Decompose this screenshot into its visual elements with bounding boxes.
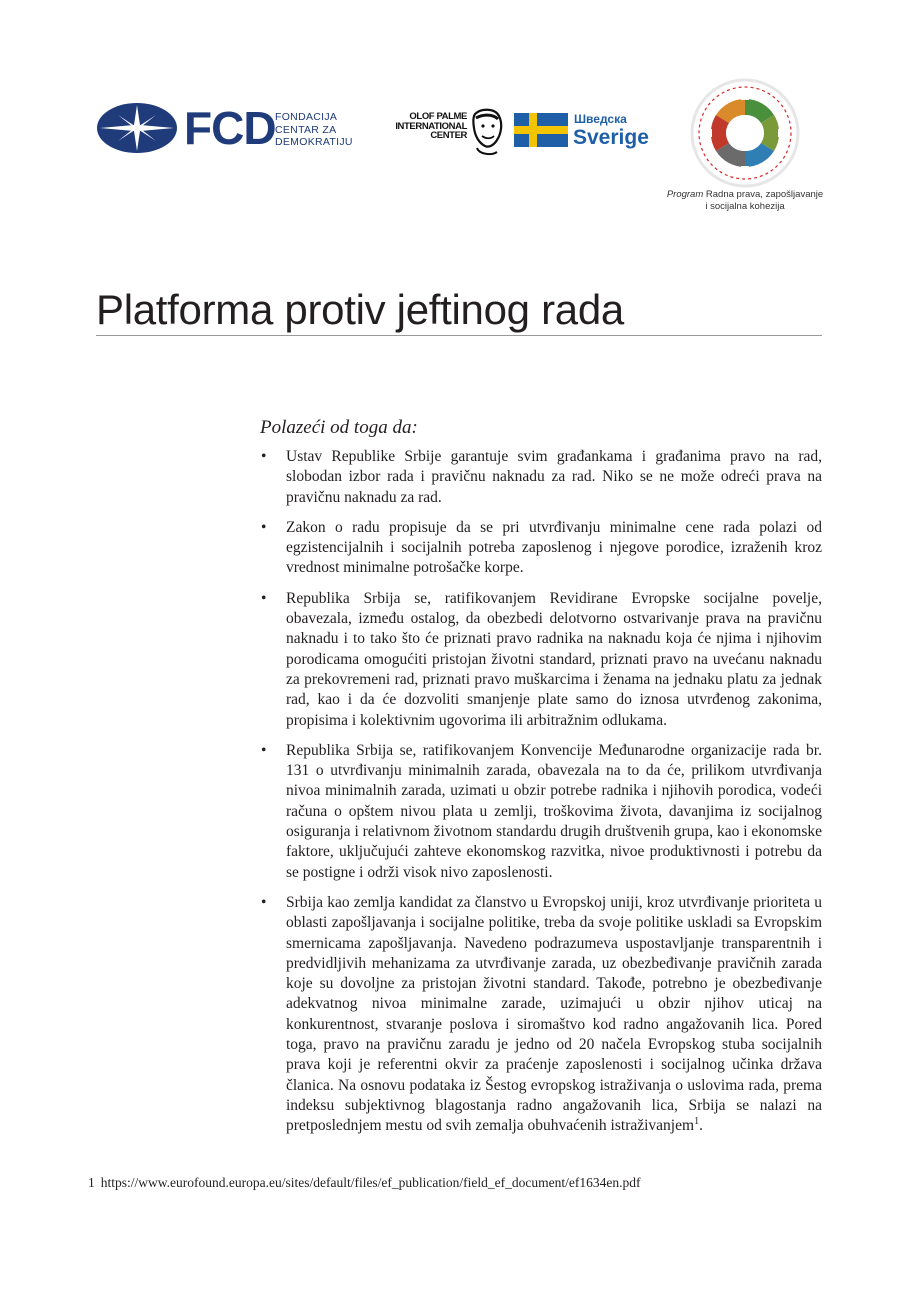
list-item [260, 589, 822, 731]
olof-palme-portrait-icon [467, 108, 505, 158]
program-caption-italic: Program [666, 189, 704, 200]
fcd-logo [96, 102, 366, 154]
list-item [260, 518, 822, 579]
footnote-link[interactable]: https://www.eurofound.europa.eu/sites/default/files/ef_publication/field_ef_document/ef1634en.pdf [100, 1175, 641, 1190]
page-title: Platforma protiv jeftinog rada [96, 286, 624, 333]
fcd-subtitle-line: DEMOKRATIJU [275, 136, 353, 148]
intro-heading: Polazeći od toga da: [260, 417, 418, 438]
palme-line: INTERNATIONAL [395, 120, 467, 132]
fcd-subtitle-line: CENTAR ZA [275, 123, 337, 136]
program-caption-line: i socijalna kohezija [705, 200, 785, 212]
program-caption-line [650, 189, 840, 201]
palme-line: OLOF PALME [409, 111, 467, 122]
fcd-subtitle-line: FONDACIJA [275, 111, 338, 123]
fcd-compass-emblem-icon [96, 102, 178, 154]
title-divider [96, 335, 822, 336]
point-text: Ustav Republike Srbije garantuje svim građankama i građanima pravo na rad, slobodan izbor rada i pravičnu naknadu za rad. Niko se ne može odreći prava na pravičnu naknadu za rad. [286, 448, 822, 506]
fcd-subtitle [275, 111, 353, 149]
footnote [88, 1174, 640, 1192]
list-item [260, 447, 822, 508]
point-text: Srbija kao zemlja kandidat za članstvo u Evropskoj uniji, kroz utvrđivanje prioriteta u oblasti zapošljavanja i socijalne politike, treba da svoje politike uskladi sa Evropskim smernicama zapošljavanja. Navedeno podrazumeva uspostavljanje transparentnih i predvidljivih mehanizama za utvrđivanje zarada, uz obezbeđivanje pravičnih zarada koje su dovoljne za pristojan životni standard. Takođe, potrebno je obezbeđivanje adekvatnog nivoa minimalne zarade, uzimajući u obzir njihov uticaj na konkurentnost, stvaranje poslova i siromaštvo kod radno angažovanih lica. Pored toga, pravo na pravičnu zaradu je jedno od 20 načela Evropskog stuba socijalnih prava koji je referentni okvir za praćenje zaposlenosti i socijalnog učinka država članica. Na osnovu podataka iz Šestog evropskog istraživanja o uslovima rada, prema indeksu subjektivnog blagostanja radno angažovanih lica, Srbija se nalazi na pretposlednjem mestu od svih zemalja obuhvaćenih istraživanjem [286, 893, 822, 1135]
program-caption [650, 189, 840, 212]
palme-line: CENTER [430, 130, 467, 141]
bullet: • [261, 741, 267, 759]
bullet: • [261, 448, 267, 465]
list-item [260, 741, 822, 883]
bullet: • [261, 893, 267, 911]
sweden-label: Sverige [573, 126, 649, 149]
sweden-cyrillic-label: Шведска [574, 112, 627, 126]
bullet: • [261, 518, 267, 536]
point-text: Republika Srbija se, ratifikovanjem Konvencije Međunarodne organizacije rada br. 131 o utvrđivanju minimalnih zarada, obavezala na to da će, prilikom utvrđivanja nivoa minimalnih zarada, uzimati u obzir potrebe radnika i njihovih porodica, vodeći računa o opštem nivou plata u zemlji, troškovima života, davanjima iz socijalnog osiguranja i relativnom životnom standardu drugih društvenih grupa, kao i ekonomske faktore, uključujući zahteve ekonomskog razvitka, nivoe produktivnosti i potrebu da se postigne i održi visok nivo zaposlenosti. [286, 741, 822, 881]
bullet: • [261, 589, 267, 607]
footnote-number: 1 [88, 1175, 95, 1190]
swedish-flag-icon [514, 113, 568, 147]
sentence-end: . [699, 1117, 703, 1135]
point-text: Zakon o radu propisuje da se pri utvrđivanju minimalne cene rada polazi od egzistencijalnih i socijalnih potreba zaposlenog i njegove porodice, izraženih kroz vrednost minimalne potrošačke korpe. [286, 518, 822, 577]
program-gears-logo-icon [690, 78, 800, 188]
points-list [260, 447, 822, 1147]
point-text: Republika Srbija se, ratifikovanjem Revidirane Evropske socijalne povelje, obavezala, između ostalog, da obezbedi delotvorno ostvarivanje prava na pravičnu naknadu i to tako što će priznati pravo radnika na naknadu koja će njima i njihovim porodicama omogućiti pristojan životni standard, priznati pravo na uvećanu naknadu za prekovremeni rad, priznati pravo muškarcima i ženama na jednaku platu za jednak rad, kao i da će dozvoliti smanjenje plate samo do iznosa utvrđenog zakonima, propisima i kolektivnim ugovorima ili arbitražnim odlukama. [286, 589, 822, 729]
sweden-logo [514, 111, 654, 151]
program-caption-text: Radna prava, zapošljavanje [705, 189, 824, 200]
olof-palme-logo [385, 108, 505, 158]
list-item [260, 893, 822, 1137]
fcd-wordmark: FCD [184, 102, 276, 154]
footnote-reference[interactable]: 1 [694, 1116, 700, 1128]
olof-palme-wordmark [385, 112, 467, 141]
